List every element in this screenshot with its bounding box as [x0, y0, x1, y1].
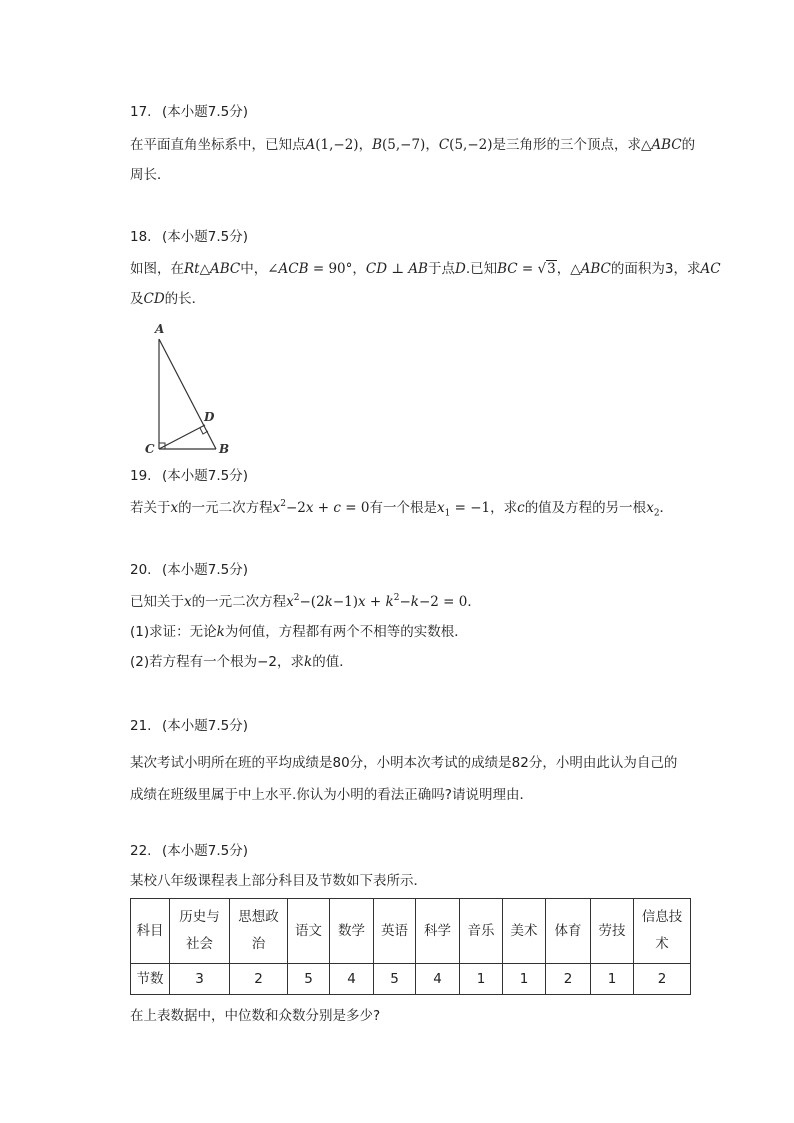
text: ．	[467, 594, 481, 610]
math-var: c	[333, 500, 341, 516]
math-var: ABC	[209, 261, 241, 277]
text: ，	[425, 137, 439, 153]
cell-text: 美术	[510, 922, 538, 939]
question-header	[130, 840, 700, 862]
math-text: =	[517, 261, 538, 277]
text: 若关于	[130, 500, 171, 516]
math-var: x	[272, 500, 281, 516]
text: 如图，在	[130, 261, 184, 277]
math-var: x	[646, 500, 654, 516]
text: (1)求证：无论	[130, 624, 217, 640]
table-row	[131, 964, 691, 995]
math-coord: (5,−7)	[382, 137, 426, 153]
cell-text: 社会	[186, 936, 213, 952]
label-b: B	[219, 442, 230, 456]
label-d: D	[204, 410, 215, 424]
question-header	[130, 101, 700, 123]
table-cell: 1	[460, 964, 503, 995]
text: 的长．	[164, 291, 206, 307]
text: 中，	[240, 261, 268, 277]
cell-text: 科目	[136, 922, 164, 939]
math-var: c	[517, 500, 525, 516]
question-number: 19.	[130, 468, 152, 484]
cell-text: 英语	[381, 922, 408, 939]
math-var: AB	[408, 261, 428, 277]
math-text: −2	[285, 500, 306, 516]
question-18	[130, 226, 721, 314]
text: 的值及方程的另一根	[524, 500, 647, 516]
text: 周长．	[130, 167, 171, 183]
table-header-row	[131, 899, 691, 964]
cell-text: 思想政	[238, 909, 279, 925]
question-number: 22.	[130, 843, 152, 859]
table-header-cell	[416, 899, 460, 964]
table-header-cell	[591, 899, 634, 964]
math-var: x	[358, 594, 366, 610]
cell-text: 劳技	[598, 922, 626, 939]
question-text-line: 某校八年级课程表上部分科目及节数如下表所示．	[130, 873, 427, 889]
exponent: 2	[280, 498, 286, 509]
math-text: −(2	[299, 594, 325, 610]
math-var: CD	[365, 261, 388, 277]
table-header-cell	[170, 899, 230, 964]
table-header-cell	[546, 899, 591, 964]
question-text-line: 在上表数据中，中位数和众数分别是多少?	[130, 1008, 381, 1024]
question-header	[130, 226, 700, 248]
table-cell: 1	[503, 964, 546, 995]
table-header-cell	[288, 899, 330, 964]
segment-cd	[159, 425, 205, 449]
math-var: BC	[497, 261, 518, 277]
radicand: 3	[547, 261, 556, 277]
text: 的面积为3，求	[610, 261, 701, 277]
text: (2)若方程有一个根为−2，求	[130, 654, 305, 670]
question-22	[130, 840, 700, 896]
question-text-line	[130, 130, 700, 160]
question-number: 20.	[130, 562, 152, 578]
math-var: k	[216, 624, 225, 640]
text: ，	[358, 137, 373, 153]
perpendicular-symbol: ⊥	[387, 261, 409, 277]
math-var: x	[436, 500, 445, 516]
text: 的值．	[312, 654, 353, 670]
cell-text: 语文	[295, 922, 322, 939]
table-cell: 4	[416, 964, 460, 995]
math-var: C	[438, 137, 450, 153]
table-cell: 节数	[131, 964, 170, 995]
math-coord: (1,−2)	[315, 137, 359, 153]
text: ，求	[490, 500, 518, 516]
question-header	[130, 715, 700, 737]
table-cell: 5	[374, 964, 416, 995]
question-score-tag: (本小题7.5分)	[162, 104, 249, 120]
table-header-cell	[230, 899, 288, 964]
math-var: x	[305, 500, 314, 516]
math-var: x	[286, 594, 294, 610]
table-header-cell	[374, 899, 416, 964]
question-number: 21.	[130, 718, 152, 734]
question-text-line	[130, 493, 700, 523]
math-text: −	[399, 594, 411, 610]
table-header-cell	[634, 899, 691, 964]
question-number: 18.	[130, 229, 152, 245]
cell-text: 治	[251, 936, 266, 952]
math-var: ABC	[580, 261, 611, 277]
segment-ab	[159, 339, 216, 449]
text: 为何值，方程都有两个不相等的实数根．	[224, 624, 468, 640]
math-text: = −1	[450, 500, 491, 516]
text: ，	[556, 261, 571, 277]
question-header	[130, 465, 700, 487]
table-cell: 2	[230, 964, 288, 995]
question-score-tag: (本小题7.5分)	[162, 718, 249, 734]
math-var: B	[372, 137, 382, 153]
math-text: +	[313, 500, 334, 516]
cell-text: 信息技	[641, 909, 683, 925]
math-text: = 90°	[308, 261, 353, 277]
subscript: 2	[653, 508, 660, 519]
table-cell: 2	[634, 964, 691, 995]
cell-text: 体育	[554, 922, 582, 939]
cell-text: 音乐	[467, 922, 495, 939]
math-var: x	[170, 500, 179, 516]
math-var: k	[324, 594, 333, 610]
math-text: = 0	[340, 500, 370, 516]
table-header-cell	[330, 899, 374, 964]
math-var: x	[184, 594, 192, 610]
cell-text: 数学	[338, 922, 365, 939]
exponent: 2	[293, 592, 300, 603]
text: 已知关于	[130, 594, 184, 610]
question-text-line	[130, 254, 721, 284]
text: ，	[352, 261, 366, 277]
text: 及	[130, 291, 144, 307]
table-header-cell	[460, 899, 503, 964]
triangle-symbol: △	[570, 261, 581, 277]
subscript: 1	[444, 508, 451, 519]
text: 是三角形的三个顶点，求	[492, 137, 641, 153]
table-header-cell	[503, 899, 546, 964]
question-20	[130, 559, 700, 677]
label-a: A	[155, 322, 165, 336]
exponent: 2	[393, 592, 400, 603]
math-text: −2 = 0	[418, 594, 468, 610]
math-var: k	[410, 594, 419, 610]
question-score-tag: (本小题7.5分)	[162, 562, 249, 578]
question-19	[130, 465, 700, 523]
question-header	[130, 559, 700, 581]
text: 的一元二次方程	[191, 594, 287, 610]
text: 的	[681, 137, 696, 153]
question-score-tag: (本小题7.5分)	[162, 229, 249, 245]
math-text: −1)	[332, 594, 359, 610]
text: 的一元二次方程	[178, 500, 273, 516]
cell-text: 科学	[424, 922, 451, 939]
text: 有一个根是	[369, 500, 437, 516]
math-var: A	[305, 137, 316, 153]
math-var: CD	[143, 291, 165, 307]
question-text-line	[130, 284, 700, 314]
math-var: Rt	[184, 261, 200, 277]
label-c: C	[145, 442, 155, 456]
math-coord: (5,−2)	[449, 137, 493, 153]
right-triangle-figure	[140, 322, 240, 458]
table-cell: 5	[288, 964, 330, 995]
cell-text: 历史与	[179, 909, 220, 925]
sqrt-symbol: √	[537, 261, 547, 277]
question-text-line	[130, 587, 700, 617]
angle-symbol: ∠	[267, 261, 279, 277]
question-number: 17.	[130, 104, 152, 120]
question-score-tag: (本小题7.5分)	[162, 843, 249, 859]
table-cell: 4	[330, 964, 374, 995]
text: 于点	[427, 261, 455, 277]
question-22-prompt	[130, 1001, 700, 1031]
triangle-symbol: △	[641, 137, 652, 153]
math-var: ACB	[278, 261, 309, 277]
text: .已知	[465, 261, 498, 277]
table-cell: 2	[546, 964, 591, 995]
question-text-line	[130, 160, 700, 190]
math-var: AC	[700, 261, 721, 277]
triangle-symbol: △	[199, 261, 210, 277]
math-var: D	[454, 261, 466, 277]
question-text-line	[130, 617, 700, 647]
math-var: k	[304, 654, 313, 670]
table-cell: 1	[591, 964, 634, 995]
math-var: k	[385, 594, 394, 610]
question-text-line: 成绩在班级里属于中上水平.你认为小明的看法正确吗?请说明理由．	[130, 787, 533, 803]
table-header-cell	[131, 899, 170, 964]
question-21	[130, 715, 700, 810]
math-text: +	[365, 594, 386, 610]
text: 在平面直角坐标系中，已知点	[130, 137, 306, 153]
sqrt-expression	[538, 260, 557, 277]
text: ．	[659, 500, 674, 516]
question-text-line	[130, 647, 700, 677]
table-cell: 3	[170, 964, 230, 995]
question-text-line: 某次考试小明所在班的平均成绩是80分，小明本次考试的成绩是82分，小明由此认为自己的	[130, 755, 678, 771]
question-score-tag: (本小题7.5分)	[162, 468, 249, 484]
math-var: ABC	[651, 137, 682, 153]
course-table	[130, 898, 691, 995]
question-17	[130, 101, 700, 190]
cell-text: 术	[655, 936, 669, 952]
